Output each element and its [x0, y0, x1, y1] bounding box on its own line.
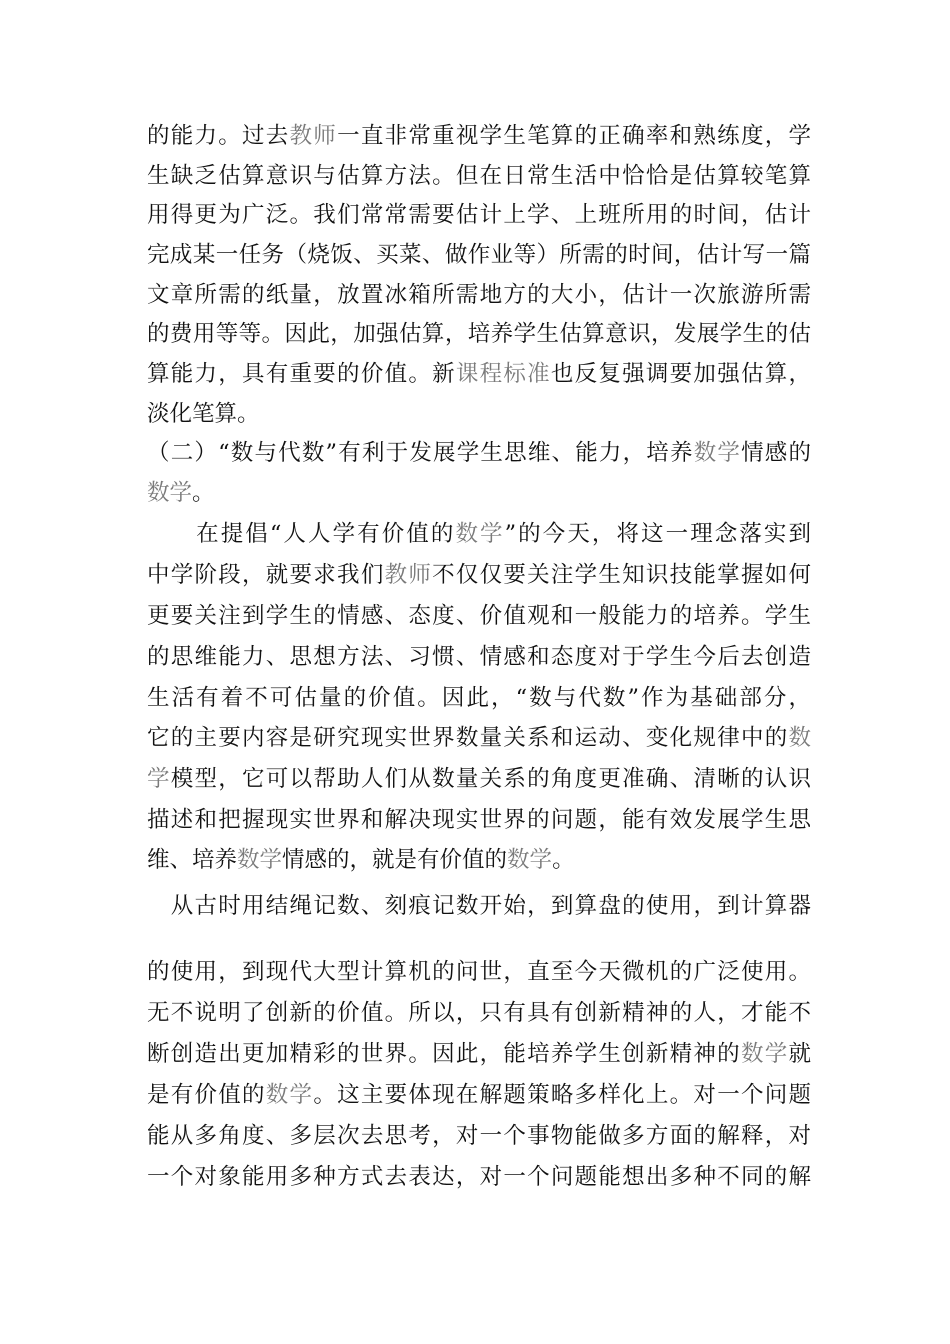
text-segment: 的费用等等。因此，加强估算，培养学生估算意识，发展学生的估	[147, 321, 811, 347]
text-line	[147, 723, 811, 753]
text-line	[147, 319, 811, 349]
text-segment: 不仅仅要关注学生知识技能掌握如何	[432, 562, 811, 588]
text-segment: 描述和把握现实世界和解决现实世界的问题，能有效发展学生思	[147, 807, 811, 833]
highlighted-term: 教师	[384, 562, 433, 588]
text-segment: （二）“数与代数”有利于发展学生思维、能力，培养	[147, 440, 694, 466]
text-segment: 模型，它可以帮助人们从数量关系的角度更准确、清晰的认识	[170, 766, 811, 792]
text-segment: 它的主要内容是研究现实世界数量关系和运动、变化规律中的	[147, 725, 789, 751]
text-segment: 一直非常重视学生笔算的正确率和熟练度，学	[337, 123, 811, 149]
text-line	[147, 359, 811, 389]
highlighted-term: 数学	[237, 847, 283, 873]
text-segment: 就	[788, 1041, 811, 1067]
text-line	[147, 519, 811, 549]
text-line	[147, 200, 811, 230]
text-line	[147, 240, 811, 270]
text-segment: 也反复强调要加强估算，	[550, 361, 811, 387]
highlighted-term: 数学	[455, 521, 505, 547]
highlighted-term: 数学	[507, 847, 553, 873]
text-segment: 从古时用结绳记数、刻痕记数开始，到算盘的使用，到计算器	[147, 893, 811, 919]
text-segment: 更要关注到学生的情感、态度、价值观和一般能力的培养。学生	[147, 603, 811, 629]
text-segment: 生缺乏估算意识与估算方法。但在日常生活中恰恰是估算较笔算	[147, 163, 811, 189]
text-segment: 完成某一任务（烧饭、买菜、做作业等）所需的时间，估计写一篇	[147, 242, 811, 268]
text-segment: 文章所需的纸量，放置冰箱所需地方的大小，估计一次旅游所需	[147, 282, 811, 308]
text-segment: 。	[552, 847, 575, 873]
text-segment: 情感的	[741, 440, 811, 466]
text-line	[147, 1121, 811, 1151]
text-segment: 淡化笔算。	[147, 401, 260, 427]
text-line	[147, 601, 811, 631]
text-segment: 维、培养	[147, 847, 238, 873]
highlighted-term: 数学	[740, 1041, 789, 1067]
highlighted-term: 课程标准	[455, 361, 551, 387]
highlighted-term: 教师	[289, 123, 338, 149]
text-segment: 用得更为广泛。我们常常需要估计上学、上班所用的时间，估计	[147, 202, 811, 228]
text-segment: 。	[192, 480, 215, 506]
text-segment: 能从多角度、多层次去思考，对一个事物能做多方面的解释，对	[147, 1123, 811, 1149]
text-line	[147, 560, 811, 590]
highlighted-term: 数学	[147, 480, 193, 506]
text-segment: 的能力。过去	[147, 123, 290, 149]
text-line	[147, 121, 811, 151]
text-segment: 算能力，具有重要的价值。新	[147, 361, 456, 387]
text-line	[147, 161, 811, 191]
text-segment: 中学阶段，就要求我们	[147, 562, 385, 588]
text-line	[147, 845, 811, 875]
text-line	[147, 764, 811, 794]
text-line	[147, 399, 811, 429]
text-line	[147, 805, 811, 835]
text-segment: 情感的，就是有价值的	[282, 847, 508, 873]
text-line	[147, 998, 811, 1028]
text-line	[147, 1080, 811, 1110]
text-segment: 的使用，到现代大型计算机的问世，直至今天微机的广泛使用。	[147, 959, 811, 985]
text-segment: 断创造出更加精彩的世界。因此，能培养学生创新精神的	[147, 1041, 741, 1067]
text-segment: ”的今天，将这一理念落实到	[504, 521, 811, 547]
text-segment: 在提倡“人人学有价值的	[147, 521, 456, 547]
text-line	[147, 891, 811, 921]
highlighted-term: 学	[147, 766, 171, 792]
text-line	[147, 280, 811, 310]
text-line	[147, 438, 811, 468]
highlighted-term: 数学	[693, 440, 742, 466]
text-segment: 是有价值的	[147, 1082, 266, 1108]
text-segment: 的思维能力、思想方法、习惯、情感和态度对于学生今后去创造	[147, 644, 811, 670]
text-line	[147, 957, 811, 987]
highlighted-term: 数	[788, 725, 811, 751]
text-segment: 生活有着不可估量的价值。因此，“数与代数”作为基础部分，	[147, 685, 811, 711]
text-segment: 。这主要体现在解题策略多样化上。对一个问题	[313, 1082, 811, 1108]
highlighted-term: 数学	[265, 1082, 314, 1108]
text-segment: 无不说明了创新的价值。所以，只有具有创新精神的人，才能不	[147, 1000, 811, 1026]
text-segment: 一个对象能用多种方式去表达，对一个问题能想出多种不同的解	[147, 1164, 811, 1190]
text-line	[147, 478, 811, 508]
text-line	[147, 642, 811, 672]
text-line	[147, 1162, 811, 1192]
text-line	[147, 683, 811, 713]
text-line	[147, 1039, 811, 1069]
